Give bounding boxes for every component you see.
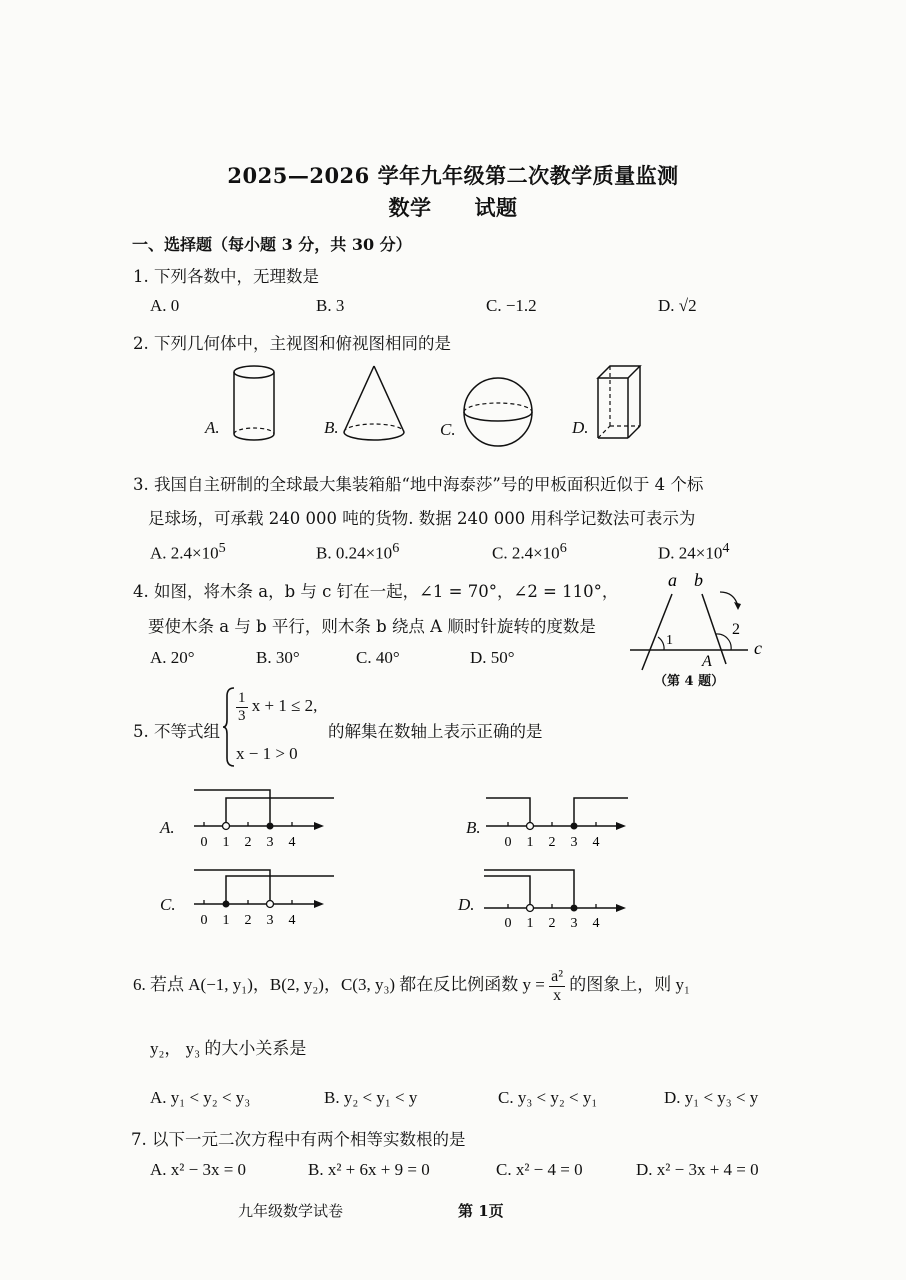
label-point-a: A (702, 653, 712, 670)
svg-text:2: 2 (244, 835, 252, 850)
q4-option-d[interactable]: D. 50° (470, 648, 515, 667)
q7-option-b[interactable]: B. x² + 6x + 9 = 0 (308, 1160, 430, 1179)
q4-option-c[interactable]: C. 40° (356, 648, 400, 667)
number-line-a[interactable] (184, 786, 334, 850)
q1-option-c[interactable]: C. −1.2 (486, 296, 537, 315)
q6-option-d[interactable]: D. y₁ < y₃ < y (664, 1088, 759, 1107)
q5-inequality-1: $\frac{1}{3}$ x + 1 ≤ 2, (238, 690, 318, 724)
question-4-line2: 要使木条 a 与 b 平行，则木条 b 绕点 A 顺时针旋转的度数是 (148, 617, 596, 636)
cylinder-icon (228, 362, 284, 446)
svg-text:1: 1 (526, 916, 534, 928)
q5-option-a-label[interactable]: A. (160, 818, 175, 837)
svg-text:0: 0 (200, 913, 208, 928)
question-6-line2: y₂， y₃ 的大小关系是 (150, 1039, 307, 1058)
q1-option-d[interactable]: D. √2 (658, 296, 697, 315)
q4-figure-caption: （第 4 题） (654, 674, 725, 689)
svg-text:0: 0 (504, 916, 512, 928)
angle-2-label: 2 (732, 621, 740, 638)
question-2-stem: 2. 下列几何体中，主视图和俯视图相同的是 (133, 334, 451, 353)
svg-text:2: 2 (548, 916, 556, 928)
svg-text:4: 4 (592, 916, 600, 928)
label-a: a (668, 570, 677, 590)
svg-text:2: 2 (244, 913, 252, 928)
svg-text:4: 4 (288, 913, 296, 928)
svg-text:3: 3 (570, 835, 578, 850)
q4-option-a[interactable]: A. 20° (150, 648, 195, 667)
label-b: b (694, 570, 703, 590)
q5-inequality-2: x − 1 > 0 (236, 744, 298, 763)
section-heading: 一、选择题（每小题 3 分，共 30 分） (132, 235, 412, 254)
number-line-c[interactable] (184, 864, 334, 928)
q7-option-a[interactable]: A. x² − 3x = 0 (150, 1160, 247, 1179)
svg-text:3: 3 (570, 916, 578, 928)
question-5-suffix: 的解集在数轴上表示正确的是 (328, 722, 543, 741)
q3-option-b[interactable]: B. $0.24\times 10^6$ (316, 540, 400, 563)
q6-option-c[interactable]: C. y₃ < y₂ < y₁ (498, 1088, 598, 1107)
cone-icon (338, 362, 410, 446)
svg-text:4: 4 (288, 835, 296, 850)
number-line-b[interactable] (486, 786, 636, 850)
q7-option-d[interactable]: D. x² − 3x + 4 = 0 (636, 1160, 759, 1179)
question-7-stem: 7. 以下一元二次方程中有两个相等实数根的是 (131, 1130, 466, 1149)
rectangular-prism-icon (594, 360, 646, 444)
svg-text:3: 3 (266, 835, 274, 850)
sphere-icon (460, 374, 536, 450)
q5-option-d-label[interactable]: D. (458, 895, 475, 914)
svg-text:2: 2 (548, 835, 556, 850)
q6-option-b[interactable]: B. y₂ < y₁ < y (324, 1088, 418, 1107)
q3-option-a[interactable]: A. $2.4\times 10^5$ (150, 540, 226, 563)
q2-option-a-label[interactable]: A. (205, 418, 220, 437)
q5-option-c-label[interactable]: C. (160, 895, 176, 914)
q6-option-a[interactable]: A. y₁ < y₂ < y₃ (150, 1088, 251, 1107)
q3-option-c[interactable]: C. $2.4\times 10^6$ (492, 540, 567, 563)
question-5-prefix: 5. 不等式组 (133, 722, 220, 741)
angle-1-label: 1 (666, 633, 673, 648)
q7-option-c[interactable]: C. x² − 4 = 0 (496, 1160, 583, 1179)
brace-icon (222, 686, 236, 768)
line-a (642, 594, 672, 670)
q2-option-b-label[interactable]: B. (324, 418, 339, 437)
exam-title: 2025—2026 学年九年级第二次教学质量监测 (227, 163, 679, 188)
q2-option-d-label[interactable]: D. (572, 418, 589, 437)
label-c: c (754, 638, 762, 658)
question-3-line2: 足球场，可承载 240 000 吨的货物. 数据 240 000 用科学记数法可表示为 (148, 509, 696, 528)
question-6-line1: 6. 若点 A(−1, y₁)，B(2, y₂)，C(3, y₃) 都在反比例函数 y = $\frac{\text{a²}}{x}$ 的图象上，则 y₁ (133, 968, 690, 1004)
q1-option-b[interactable]: B. 3 (316, 296, 345, 315)
question-4-line1: 4. 如图，将木条 a，b 与 c 钉在一起，∠1 = 70°，∠2 = 110°， (133, 582, 619, 601)
q3-option-d[interactable]: D. $24\times 10^4$ (658, 540, 730, 563)
exam-subtitle: 数学 试题 (388, 195, 518, 220)
svg-text:1: 1 (222, 835, 230, 850)
page-number: 第 1页 (458, 1202, 504, 1220)
svg-text:0: 0 (200, 835, 208, 850)
q4-option-b[interactable]: B. 30° (256, 648, 300, 667)
q5-option-b-label[interactable]: B. (466, 818, 481, 837)
question-1-stem: 1. 下列各数中，无理数是 (133, 267, 319, 286)
svg-text:3: 3 (266, 913, 274, 928)
q2-option-c-label[interactable]: C. (440, 420, 456, 439)
footer-title: 九年级数学试卷 (238, 1202, 344, 1220)
q1-option-a[interactable]: A. 0 (150, 296, 180, 315)
number-line-d[interactable] (484, 864, 634, 928)
svg-text:1: 1 (526, 835, 534, 850)
svg-text:1: 1 (222, 913, 230, 928)
svg-text:0: 0 (504, 835, 512, 850)
svg-text:4: 4 (592, 835, 600, 850)
question-3-line1: 3. 我国自主研制的全球最大集装箱船“地中海泰莎”号的甲板面积近似于 4 个标 (133, 475, 704, 494)
